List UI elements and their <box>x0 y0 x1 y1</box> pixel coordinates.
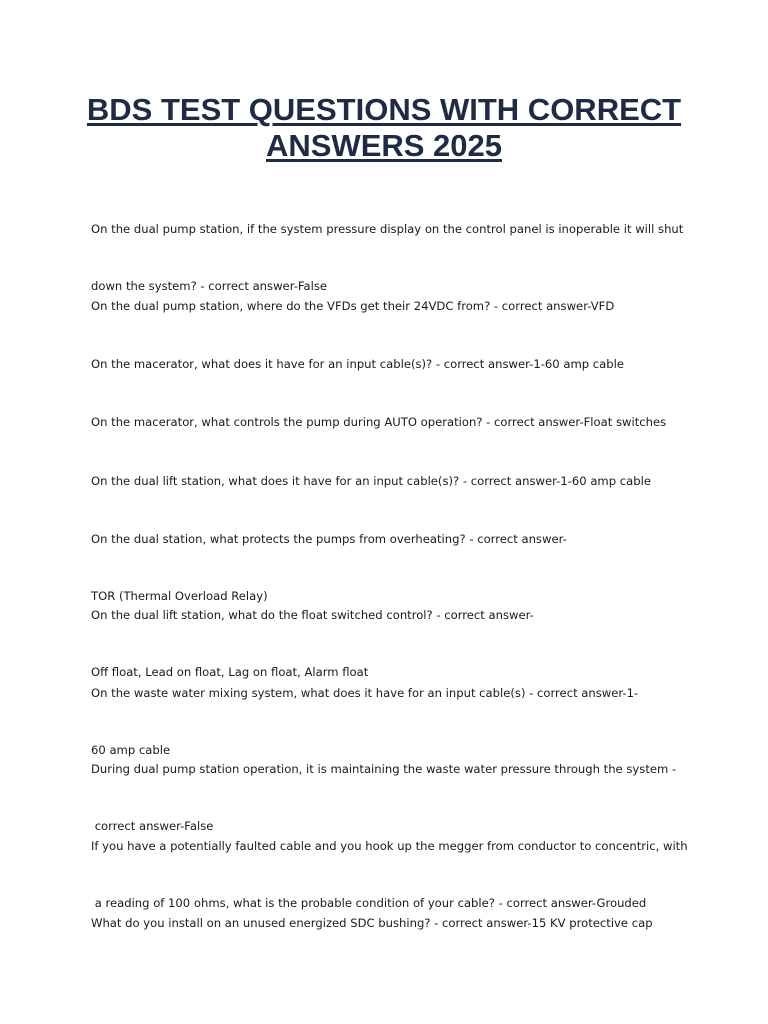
qa-line: Off float, Lead on float, Lag on float, Alarm float <box>91 665 369 679</box>
qa-line: On the macerator, what controls the pump during AUTO operation? - correct answer-Float switches <box>91 415 667 429</box>
qa-line: 60 amp cable <box>91 743 171 757</box>
qa-line: On the dual lift station, what does it have for an input cable(s)? - correct answer-1-60 amp cable <box>91 474 651 488</box>
qa-line: a reading of 100 ohms, what is the probable condition of your cable? - correct answer-Grouded <box>91 896 647 910</box>
qa-line: During dual pump station operation, it is maintaining the waste water pressure through the system - <box>91 762 677 776</box>
qa-item-11 <box>91 876 691 971</box>
qa-line: On the waste water mixing system, what does it have for an input cable(s) - correct answer-1- <box>91 686 639 700</box>
document-title <box>60 92 708 164</box>
qa-line: down the system? - correct answer-False <box>91 279 328 293</box>
title-line-2: ANSWERS 2025 <box>265 128 503 163</box>
qa-line: On the macerator, what does it have for an input cable(s)? - correct answer-1-60 amp cable <box>91 357 624 371</box>
qa-line: If you have a potentially faulted cable and you hook up the megger from conductor to concentric, with <box>91 839 688 853</box>
title-line-1: BDS TEST QUESTIONS WITH CORRECT <box>86 92 682 127</box>
qa-line: On the dual pump station, where do the VFDs get their 24VDC from? - correct answer-VFD <box>91 299 615 313</box>
qa-line: TOR (Thermal Overload Relay) <box>91 589 268 603</box>
qa-line: correct answer-False <box>91 819 214 833</box>
qa-line: On the dual pump station, if the system pressure display on the control panel is inoperable it will shut <box>91 222 684 236</box>
qa-line: On the dual lift station, what do the float switched control? - correct answer- <box>91 608 534 622</box>
qa-line: On the dual station, what protects the pumps from overheating? - correct answer- <box>91 532 567 546</box>
qa-line: What do you install on an unused energized SDC bushing? - correct answer-15 KV protective cap <box>91 916 653 930</box>
